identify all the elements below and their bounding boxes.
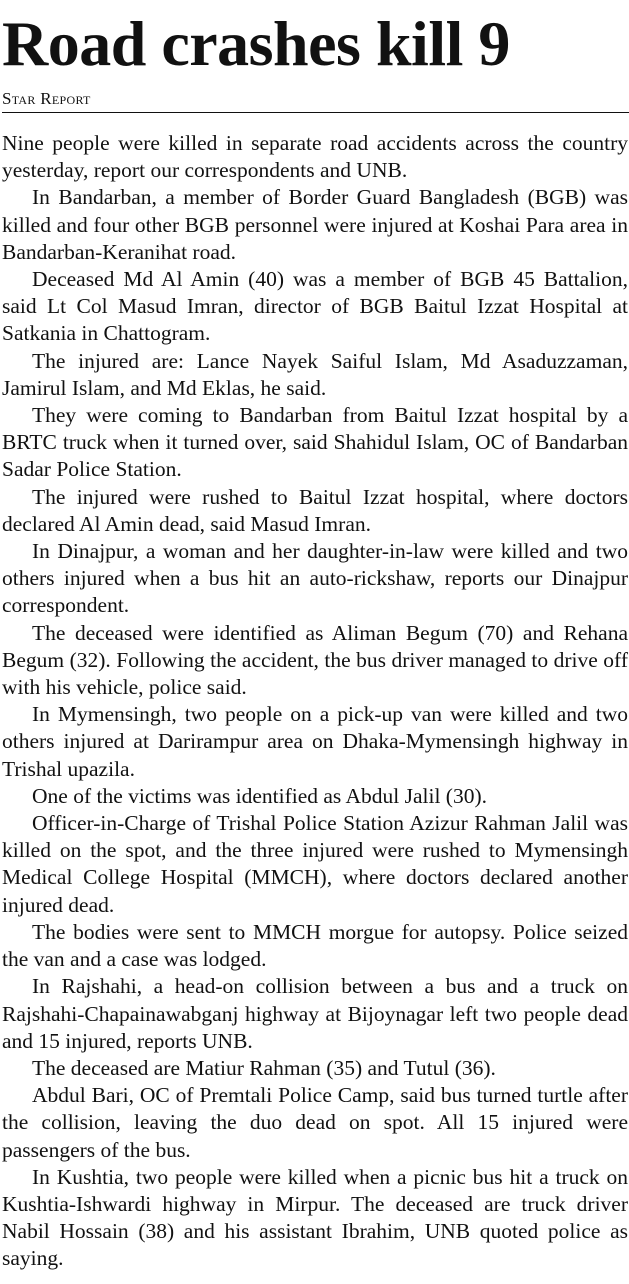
- byline: Star Report: [2, 89, 91, 108]
- paragraph: The injured are: Lance Nayek Saiful Islam, Md Asaduzzaman, Jamirul Islam, and Md Eklas, he said.: [2, 348, 628, 400]
- headline: Road crashes kill 9: [2, 8, 510, 79]
- paragraph: Nine people were killed in separate road accidents across the country yesterday, report our correspondents and UNB.: [2, 131, 628, 183]
- paragraph: In Bandarban, a member of Border Guard Bangladesh (BGB) was killed and four other BGB personnel were injured at Koshai Para area in Bandarban-Keranihat road.: [2, 185, 628, 264]
- paragraph: The bodies were sent to MMCH morgue for autopsy. Police seized the van and a case was lodged.: [2, 919, 628, 972]
- paragraph: The injured were rushed to Baitul Izzat hospital, where doctors declared Al Amin dead, said Masud Imran.: [2, 484, 628, 536]
- paragraph: In Mymensingh, two people on a pick-up van were killed and two others injured at Darirampur area on Dhaka-Mymensingh highway in Trishal upazila.: [2, 702, 628, 781]
- paragraph: They were coming to Bandarban from Baitul Izzat hospital by a BRTC truck when it turned over, said Shahidul Islam, OC of Bandarban Sadar Police Station.: [2, 403, 628, 482]
- paragraph: The deceased were identified as Aliman Begum (70) and Rehana Begum (32). Following the accident, the bus driver managed to drive off with his vehicle, police said.: [2, 620, 628, 700]
- paragraph: In Dinajpur, a woman and her daughter-in-law were killed and two others injured when a bus hit an auto-rickshaw, reports our Dinajpur correspondent.: [2, 539, 628, 618]
- paragraph: The deceased are Matiur Rahman (35) and Tutul (36).: [32, 1055, 496, 1080]
- paragraph: Deceased Md Al Amin (40) was a member of BGB 45 Battalion, said Lt Col Masud Imran, director of BGB Baitul Izzat Hospital at Satkania in Chattogram.: [2, 267, 628, 346]
- paragraph: Abdul Bari, OC of Premtali Police Camp, said bus turned turtle after the collision, leaving the duo dead on spot. All 15 injured were passengers of the bus.: [2, 1083, 628, 1162]
- paragraph: In Kushtia, two people were killed when a picnic bus hit a truck on Kushtia-Ishwardi highway in Mirpur. The deceased are truck driver Nabil Hossain (38) and his assistant Ibrahim, UNB quoted police as saying.: [2, 1164, 628, 1271]
- byline-divider: [2, 112, 629, 113]
- article-body: [2, 130, 628, 1273]
- paragraph: Officer-in-Charge of Trishal Police Station Azizur Rahman Jalil was killed on the spot, and the three injured were rushed to Mymensingh Medical College Hospital (MMCH), where doctors declared another injured dead.: [2, 811, 628, 917]
- paragraph: In Rajshahi, a head-on collision between a bus and a truck on Rajshahi-Chapainawabganj highway at Bijoynagar left two people dead and 15 injured, reports UNB.: [2, 974, 628, 1053]
- paragraph: One of the victims was identified as Abdul Jalil (30).: [32, 783, 487, 808]
